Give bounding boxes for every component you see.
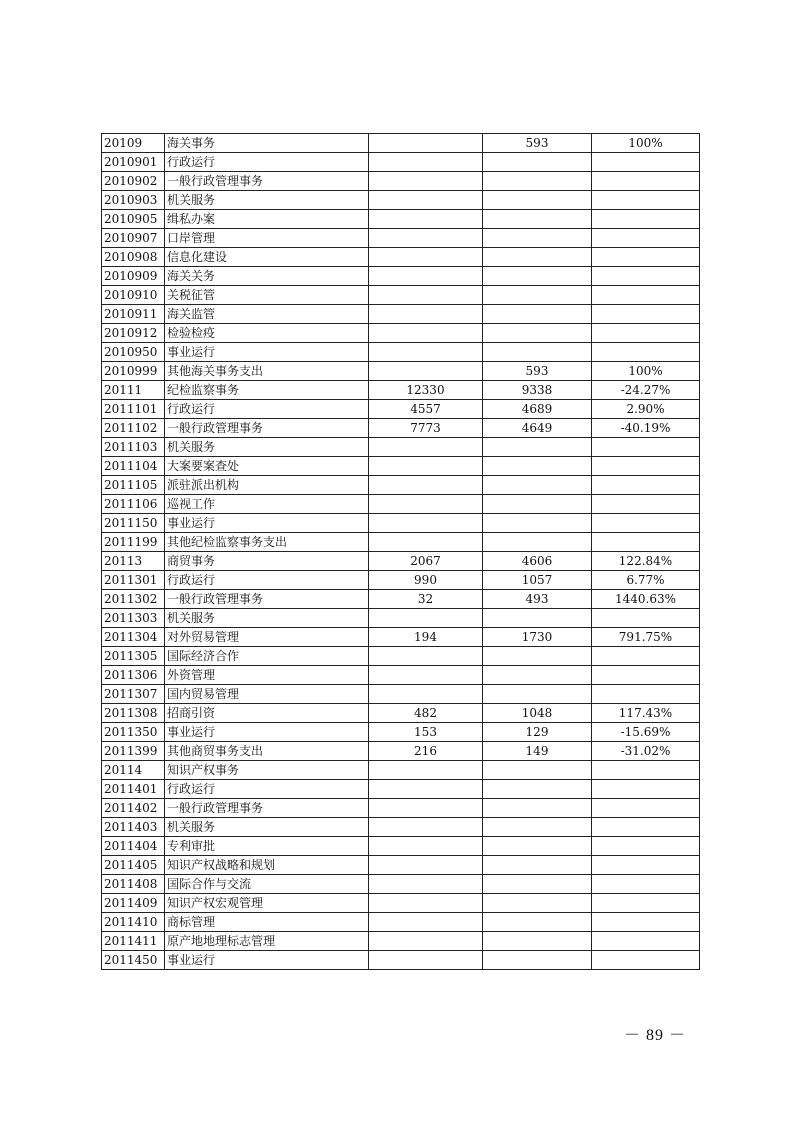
table-row [102,286,700,305]
prior-amount-cell [369,343,483,362]
page-number: － 89 － [624,1027,687,1044]
current-amount-cell [483,875,592,894]
prior-amount-cell [369,647,483,666]
change-percent-cell: -15.69% [592,723,700,742]
change-percent-cell [592,609,700,628]
account-code-cell: 2011399 [102,742,165,761]
account-code-cell: 2011401 [102,780,165,799]
current-amount-cell [483,647,592,666]
account-code-cell: 2011306 [102,666,165,685]
change-percent-cell [592,153,700,172]
prior-amount-cell [369,286,483,305]
current-amount-cell [483,837,592,856]
table-row [102,153,700,172]
account-code-cell: 2011106 [102,495,165,514]
prior-amount-cell [369,267,483,286]
change-percent-cell [592,248,700,267]
account-code-cell: 2011304 [102,628,165,647]
table-row [102,533,700,552]
account-code-cell: 2010902 [102,172,165,191]
account-name-cell: 机关服务 [165,191,369,210]
current-amount-cell: 4689 [483,400,592,419]
prior-amount-cell [369,609,483,628]
account-name-cell: 派驻派出机构 [165,476,369,495]
account-code-cell: 2010910 [102,286,165,305]
account-name-cell: 一般行政管理事务 [165,590,369,609]
account-name-cell: 一般行政管理事务 [165,419,369,438]
table-row [102,400,700,419]
account-name-cell: 机关服务 [165,818,369,837]
current-amount-cell [483,951,592,970]
account-code-cell: 2010903 [102,191,165,210]
table-row [102,476,700,495]
current-amount-cell [483,153,592,172]
account-name-cell: 行政运行 [165,400,369,419]
table-row [102,628,700,647]
current-amount-cell: 593 [483,134,592,153]
account-name-cell: 专利审批 [165,837,369,856]
account-code-cell: 2011410 [102,913,165,932]
account-name-cell: 国际经济合作 [165,647,369,666]
prior-amount-cell [369,932,483,951]
prior-amount-cell [369,476,483,495]
prior-amount-cell [369,856,483,875]
current-amount-cell [483,609,592,628]
account-code-cell: 2011308 [102,704,165,723]
change-percent-cell: -31.02% [592,742,700,761]
account-name-cell: 缉私办案 [165,210,369,229]
change-percent-cell [592,818,700,837]
current-amount-cell [483,343,592,362]
prior-amount-cell [369,324,483,343]
account-name-cell: 知识产权事务 [165,761,369,780]
change-percent-cell [592,799,700,818]
table-row [102,932,700,951]
current-amount-cell [483,229,592,248]
account-name-cell: 海关监管 [165,305,369,324]
account-code-cell: 2010908 [102,248,165,267]
change-percent-cell [592,894,700,913]
change-percent-cell: 100% [592,134,700,153]
current-amount-cell [483,324,592,343]
prior-amount-cell [369,780,483,799]
current-amount-cell: 149 [483,742,592,761]
account-code-cell: 2011404 [102,837,165,856]
current-amount-cell [483,172,592,191]
prior-amount-cell [369,305,483,324]
account-name-cell: 大案要案查处 [165,457,369,476]
account-code-cell: 2011104 [102,457,165,476]
table-row [102,666,700,685]
account-name-cell: 商贸事务 [165,552,369,571]
account-name-cell: 机关服务 [165,438,369,457]
change-percent-cell [592,191,700,210]
table-row [102,571,700,590]
account-code-cell: 2010950 [102,343,165,362]
change-percent-cell [592,457,700,476]
prior-amount-cell [369,153,483,172]
account-name-cell: 事业运行 [165,514,369,533]
account-name-cell: 检验检疫 [165,324,369,343]
prior-amount-cell [369,685,483,704]
account-name-cell: 知识产权战略和规划 [165,856,369,875]
change-percent-cell [592,780,700,799]
prior-amount-cell: 2067 [369,552,483,571]
prior-amount-cell [369,191,483,210]
table-row [102,229,700,248]
table-row [102,210,700,229]
account-code-cell: 20114 [102,761,165,780]
account-name-cell: 其他商贸事务支出 [165,742,369,761]
change-percent-cell: 100% [592,362,700,381]
account-code-cell: 2011301 [102,571,165,590]
prior-amount-cell [369,533,483,552]
table-row [102,780,700,799]
change-percent-cell [592,476,700,495]
table-row [102,343,700,362]
change-percent-cell: 6.77% [592,571,700,590]
account-name-cell: 海关事务 [165,134,369,153]
change-percent-cell [592,210,700,229]
change-percent-cell [592,343,700,362]
change-percent-cell [592,647,700,666]
current-amount-cell [483,267,592,286]
account-code-cell: 2011303 [102,609,165,628]
prior-amount-cell [369,837,483,856]
current-amount-cell [483,210,592,229]
account-name-cell: 信息化建设 [165,248,369,267]
current-amount-cell [483,799,592,818]
account-code-cell: 2011302 [102,590,165,609]
change-percent-cell: -24.27% [592,381,700,400]
current-amount-cell: 4649 [483,419,592,438]
table-row [102,248,700,267]
current-amount-cell [483,305,592,324]
table-row [102,419,700,438]
prior-amount-cell [369,248,483,267]
table-row [102,951,700,970]
current-amount-cell: 1730 [483,628,592,647]
current-amount-cell [483,248,592,267]
account-name-cell: 海关关务 [165,267,369,286]
account-code-cell: 2010907 [102,229,165,248]
change-percent-cell [592,514,700,533]
account-name-cell: 商标管理 [165,913,369,932]
current-amount-cell [483,533,592,552]
account-name-cell: 其他海关事务支出 [165,362,369,381]
account-code-cell: 2010901 [102,153,165,172]
change-percent-cell [592,913,700,932]
change-percent-cell [592,533,700,552]
table-row [102,514,700,533]
current-amount-cell: 593 [483,362,592,381]
table-row [102,267,700,286]
table-row [102,799,700,818]
table-row [102,723,700,742]
prior-amount-cell: 216 [369,742,483,761]
account-code-cell: 2011409 [102,894,165,913]
current-amount-cell [483,495,592,514]
prior-amount-cell: 153 [369,723,483,742]
account-name-cell: 对外贸易管理 [165,628,369,647]
table-row [102,438,700,457]
prior-amount-cell [369,457,483,476]
account-code-cell: 2011402 [102,799,165,818]
account-code-cell: 2011305 [102,647,165,666]
account-code-cell: 2011307 [102,685,165,704]
current-amount-cell [483,286,592,305]
current-amount-cell: 1048 [483,704,592,723]
change-percent-cell [592,837,700,856]
current-amount-cell [483,476,592,495]
prior-amount-cell [369,210,483,229]
account-name-cell: 一般行政管理事务 [165,799,369,818]
table-row [102,362,700,381]
account-code-cell: 2010999 [102,362,165,381]
account-name-cell: 国际合作与交流 [165,875,369,894]
change-percent-cell [592,685,700,704]
account-code-cell: 2010905 [102,210,165,229]
account-code-cell: 2010909 [102,267,165,286]
current-amount-cell [483,438,592,457]
table-row [102,647,700,666]
account-code-cell: 2010912 [102,324,165,343]
table-row [102,172,700,191]
current-amount-cell [483,856,592,875]
prior-amount-cell: 4557 [369,400,483,419]
account-code-cell: 2011411 [102,932,165,951]
change-percent-cell [592,438,700,457]
account-name-cell: 关税征管 [165,286,369,305]
account-code-cell: 2011199 [102,533,165,552]
prior-amount-cell [369,229,483,248]
table-row [102,913,700,932]
table-row [102,875,700,894]
account-code-cell: 2011405 [102,856,165,875]
account-code-cell: 2011101 [102,400,165,419]
account-code-cell: 2011150 [102,514,165,533]
change-percent-cell: -40.19% [592,419,700,438]
prior-amount-cell [369,666,483,685]
current-amount-cell: 9338 [483,381,592,400]
prior-amount-cell [369,799,483,818]
table-row [102,704,700,723]
current-amount-cell [483,818,592,837]
table-row [102,818,700,837]
current-amount-cell: 4606 [483,552,592,571]
change-percent-cell [592,875,700,894]
prior-amount-cell: 12330 [369,381,483,400]
account-code-cell: 2011408 [102,875,165,894]
table-row [102,590,700,609]
table-row [102,761,700,780]
current-amount-cell [483,457,592,476]
table-row [102,742,700,761]
change-percent-cell: 791.75% [592,628,700,647]
change-percent-cell [592,951,700,970]
account-code-cell: 2011450 [102,951,165,970]
current-amount-cell [483,894,592,913]
current-amount-cell [483,780,592,799]
current-amount-cell [483,685,592,704]
change-percent-cell [592,495,700,514]
account-code-cell: 20109 [102,134,165,153]
change-percent-cell [592,761,700,780]
table-row [102,305,700,324]
current-amount-cell [483,666,592,685]
prior-amount-cell [369,761,483,780]
prior-amount-cell [369,818,483,837]
account-name-cell: 事业运行 [165,343,369,362]
change-percent-cell [592,932,700,951]
prior-amount-cell: 194 [369,628,483,647]
current-amount-cell: 1057 [483,571,592,590]
account-code-cell: 2011105 [102,476,165,495]
account-name-cell: 其他纪检监察事务支出 [165,533,369,552]
prior-amount-cell [369,514,483,533]
account-name-cell: 招商引资 [165,704,369,723]
current-amount-cell [483,191,592,210]
account-name-cell: 行政运行 [165,571,369,590]
change-percent-cell [592,286,700,305]
table-row [102,894,700,913]
table-row [102,134,700,153]
change-percent-cell [592,172,700,191]
prior-amount-cell [369,951,483,970]
account-name-cell: 巡视工作 [165,495,369,514]
prior-amount-cell: 990 [369,571,483,590]
change-percent-cell [592,856,700,875]
table-row [102,856,700,875]
account-name-cell: 事业运行 [165,951,369,970]
change-percent-cell [592,324,700,343]
change-percent-cell: 122.84% [592,552,700,571]
table-row [102,837,700,856]
current-amount-cell [483,761,592,780]
account-name-cell: 原产地地理标志管理 [165,932,369,951]
current-amount-cell [483,932,592,951]
account-name-cell: 机关服务 [165,609,369,628]
account-name-cell: 纪检监察事务 [165,381,369,400]
account-name-cell: 行政运行 [165,153,369,172]
account-code-cell: 20113 [102,552,165,571]
account-name-cell: 国内贸易管理 [165,685,369,704]
account-code-cell: 20111 [102,381,165,400]
change-percent-cell: 2.90% [592,400,700,419]
account-code-cell: 2011102 [102,419,165,438]
prior-amount-cell [369,894,483,913]
prior-amount-cell [369,875,483,894]
account-name-cell: 事业运行 [165,723,369,742]
table-row [102,609,700,628]
prior-amount-cell [369,495,483,514]
prior-amount-cell: 32 [369,590,483,609]
table-row [102,685,700,704]
prior-amount-cell: 7773 [369,419,483,438]
prior-amount-cell: 482 [369,704,483,723]
current-amount-cell: 493 [483,590,592,609]
table-row [102,495,700,514]
current-amount-cell [483,514,592,533]
table-row [102,457,700,476]
prior-amount-cell [369,913,483,932]
prior-amount-cell [369,362,483,381]
table-row [102,324,700,343]
current-amount-cell: 129 [483,723,592,742]
account-code-cell: 2011350 [102,723,165,742]
account-name-cell: 一般行政管理事务 [165,172,369,191]
account-name-cell: 行政运行 [165,780,369,799]
account-code-cell: 2011103 [102,438,165,457]
change-percent-cell [592,305,700,324]
prior-amount-cell [369,134,483,153]
table-body [102,134,700,970]
prior-amount-cell [369,438,483,457]
table-row [102,552,700,571]
change-percent-cell: 117.43% [592,704,700,723]
current-amount-cell [483,913,592,932]
change-percent-cell [592,229,700,248]
account-name-cell: 口岸管理 [165,229,369,248]
account-name-cell: 外资管理 [165,666,369,685]
account-code-cell: 2011403 [102,818,165,837]
table-row [102,191,700,210]
table-row [102,381,700,400]
change-percent-cell: 1440.63% [592,590,700,609]
account-name-cell: 知识产权宏观管理 [165,894,369,913]
change-percent-cell [592,267,700,286]
budget-table [101,133,700,970]
account-code-cell: 2010911 [102,305,165,324]
prior-amount-cell [369,172,483,191]
change-percent-cell [592,666,700,685]
